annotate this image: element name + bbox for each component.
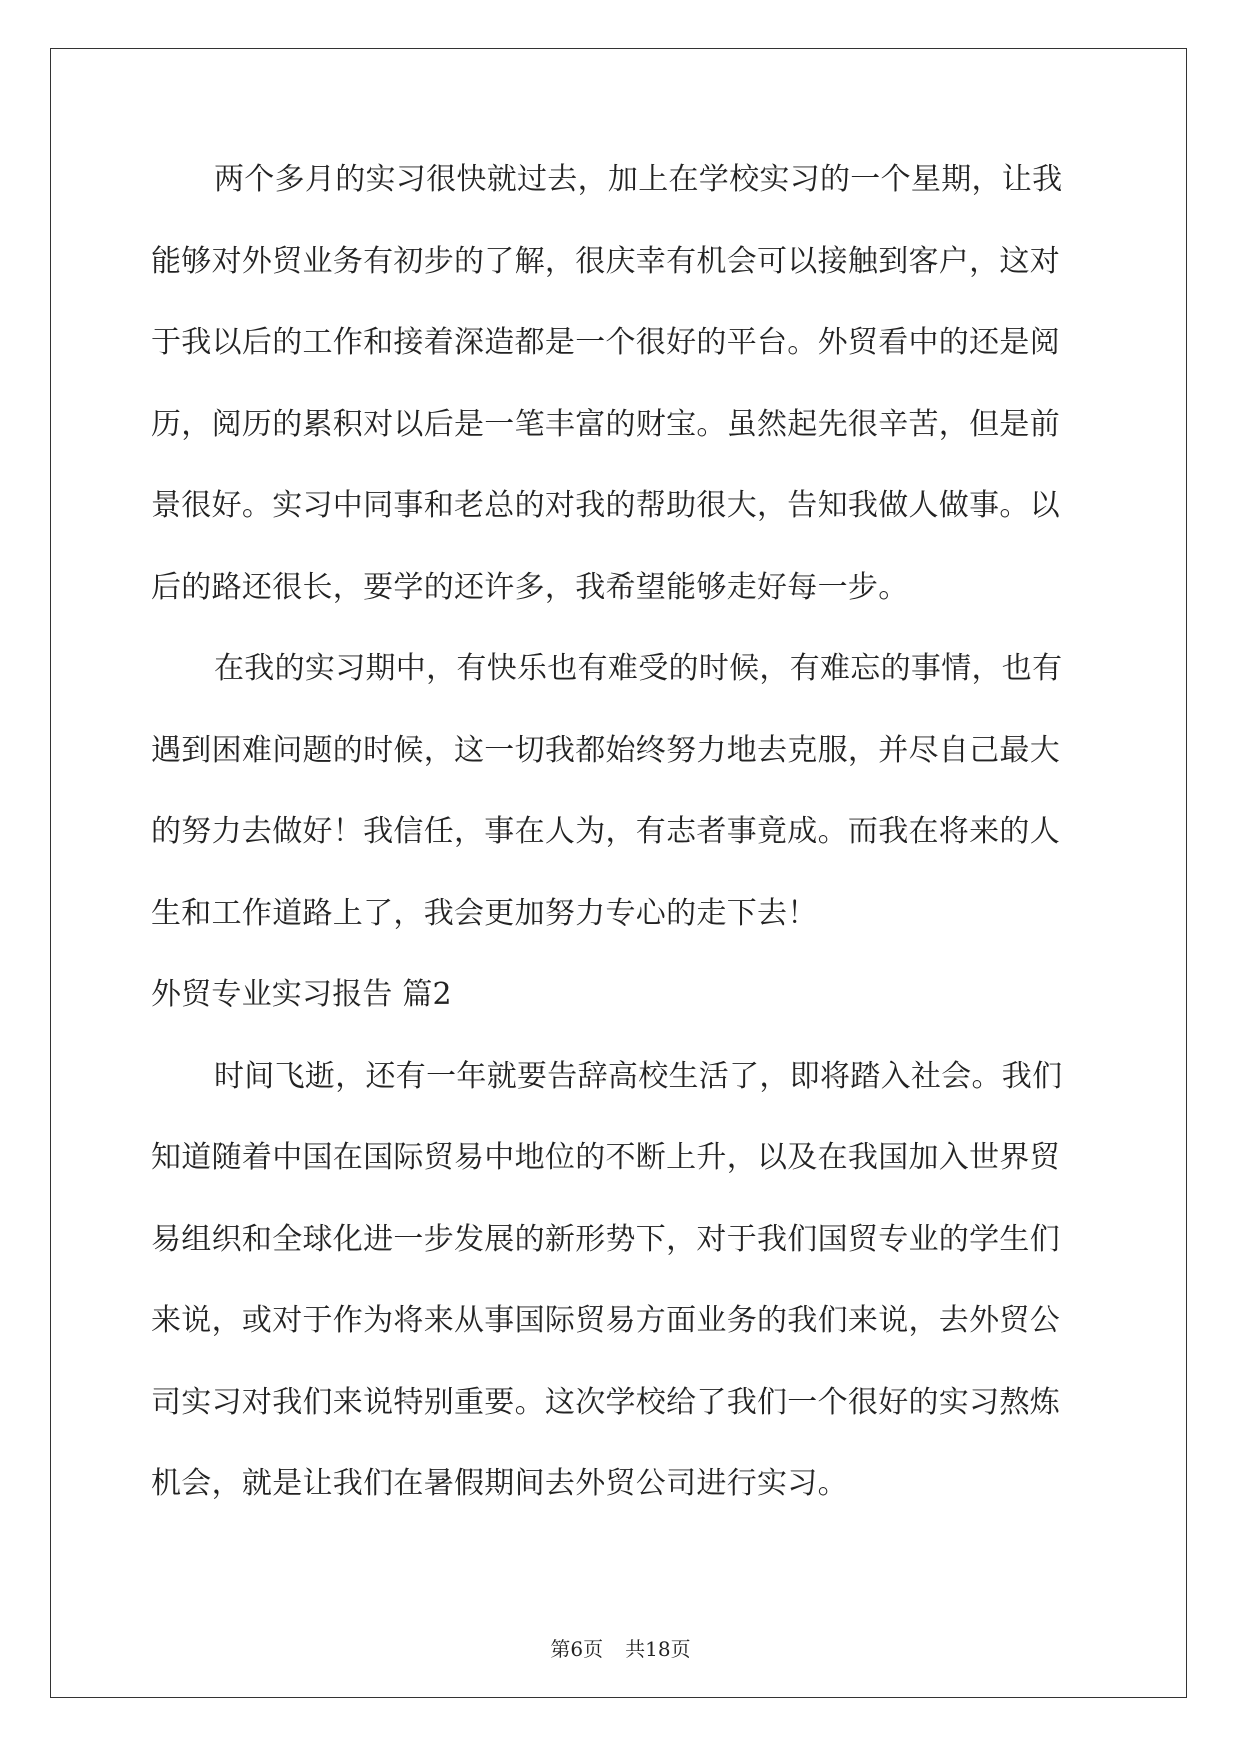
paragraph-line: 后的路还很长，要学的还许多，我希望能够走好每一步。 — [151, 569, 909, 605]
paragraph-line: 两个多月的实习很快就过去，加上在学校实习的一个星期，让我 — [214, 162, 1063, 197]
paragraph-line: 司实习对我们来说特别重要。这次学校给了我们一个很好的实习熬炼 — [151, 1384, 1060, 1420]
paragraph-line: 易组织和全球化进一步发展的新形势下，对于我们国贸专业的学生们 — [151, 1221, 1060, 1257]
page-number: 第6页 — [550, 1637, 604, 1661]
paragraph-line: 遇到困难问题的时候，这一切我都始终努力地去克服，并尽自己最大 — [151, 732, 1060, 768]
paragraph-line: 机会，就是让我们在暑假期间去外贸公司进行实习。 — [151, 1466, 848, 1501]
page-footer — [0, 1636, 1241, 1662]
section-heading: 外贸专业实习报告 篇2 — [151, 977, 452, 1012]
paragraph-line: 的努力去做好！我信任，事在人为，有志者事竟成。而我在将来的人 — [151, 814, 1060, 849]
paragraph-line: 景很好。实习中同事和老总的对我的帮助很大，告知我做人做事。以 — [151, 488, 1060, 523]
paragraph-line: 能够对外贸业务有初步的了解，很庆幸有机会可以接触到客户，这对 — [151, 243, 1060, 279]
paragraph-line: 知道随着中国在国际贸易中地位的不断上升，以及在我国加入世界贸 — [151, 1140, 1060, 1175]
page-total: 共18页 — [625, 1637, 691, 1661]
paragraph-line: 来说，或对于作为将来从事国际贸易方面业务的我们来说，去外贸公 — [151, 1303, 1060, 1338]
paragraph-line: 在我的实习期中，有快乐也有难受的时候，有难忘的事情，也有 — [214, 651, 1063, 686]
paragraph-line: 于我以后的工作和接着深造都是一个很好的平台。外贸看中的还是阅 — [151, 325, 1060, 360]
paragraph-line: 时间飞逝，还有一年就要告辞高校生活了，即将踏入社会。我们 — [214, 1058, 1063, 1094]
document-body — [151, 160, 1091, 1546]
paragraph-line: 历，阅历的累积对以后是一笔丰富的财宝。虽然起先很辛苦，但是前 — [151, 406, 1060, 442]
paragraph-line: 生和工作道路上了，我会更加努力专心的走下去！ — [151, 895, 818, 931]
